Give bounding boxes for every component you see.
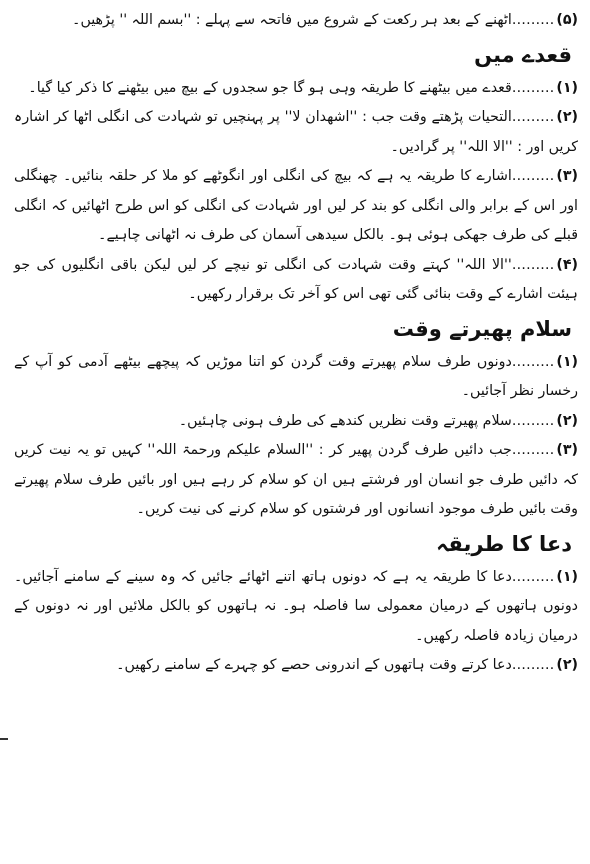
item-text: ………جب دائیں طرف گردن پھیر کر : ''السلام علیکم ورحمۃ اللہ'' کہیں تو یہ نیت کریں کہ دائیں طرف جو انسان اور فرشتے ہیں ان کو سلام کر رہے ہیں اور بائیں طرف سلام پھیرتے وقت بائیں طرف موجود انسانوں اور فرشتوں کو سلام کرنے کی نیت کریں۔ [14,442,578,517]
item-number: (۳) [556,168,578,184]
item-text: ………التحیات پڑھتے وقت جب : ''اشھدان لا'' پر پہنچیں تو شہادت کی انگلی اٹھا کر اشارہ کریں اور : ''الا اللہ'' پر گرادیں۔ [14,109,578,155]
item-text: ………اشارے کا طریقہ یہ ہے کہ بیچ کی انگلی اور انگوٹھے کو ملا کر حلقہ بنائیں۔ چھنگلی اور اس کے برابر والی انگلی کو بند کر لیں اور شہادت کی انگلی کو اس طرح اٹھائیں کہ انگلی قبلے کی طرف جھکی ہوئی ہو۔ بالکل سیدھی آسمان کی طرف نہ اٹھانی چاہیے۔ [14,168,578,243]
item-number: (۲) [556,657,578,673]
paragraph-item [14,436,578,525]
item-text: ………اٹھنے کے بعد ہر رکعت کے شروع میں فاتحہ سے پہلے : ''بسم اللہ '' پڑھیں۔ [72,12,555,28]
item-number: (۱) [556,568,578,585]
item-number: (۱) [556,353,578,370]
section-heading-dua: دعا کا طریقہ [436,531,572,556]
paragraph-item [14,563,578,652]
section-heading-salam: سلام پھیرتے وقت [392,316,572,341]
item-number: (۳) [556,442,578,458]
paragraph-item [14,74,578,104]
item-text: ………دعا کا طریقہ یہ ہے کہ دونوں ہاتھ اتنے اٹھائے جائیں کہ وہ سینے کے سامنے آجائیں۔ دونوں ہاتھوں کے درمیان معمولی سا فاصلہ ہو۔ نہ ہاتھوں کو بالکل ملائیں اور نہ دونوں کے درمیان زیادہ فاصلہ رکھیں۔ [14,568,578,644]
item-text: ………قعدے میں بیٹھنے کا طریقہ وہی ہو گا جو سجدوں کے بیچ میں بیٹھنے کا ذکر کیا گیا۔ [28,79,555,96]
item-text: ………دعا کرتے وقت ہاتھوں کے اندرونی حصے کو چہرے کے سامنے رکھیں۔ [116,657,555,673]
paragraph-item [14,162,578,251]
item-text: ………''الا اللہ'' کہتے وقت شہادت کی انگلی تو نیچے کر لیں لیکن باقی انگلیوں کی جو ہیئت اشارے کے وقت بنائی گئی تھی اس کو آخر تک برقرار رکھیں۔ [14,256,578,302]
item-number: (۴) [556,256,578,273]
section-heading-qaade: قعدے میں [474,42,572,67]
paragraph-item [14,103,578,162]
paragraph-item [14,251,578,310]
item-number: (۲) [556,412,578,429]
page-edge-mark [0,738,8,740]
paragraph-item [14,407,578,437]
item-number: (۲) [556,109,578,125]
paragraph-item [14,348,578,407]
item-text: ………سلام پھیرتے وقت نظریں کندھے کی طرف ہونی چاہئیں۔ [178,412,555,429]
paragraph-item-5 [14,6,578,36]
item-number: (۵) [556,12,578,28]
paragraph-item [14,651,578,681]
item-number: (۱) [556,79,578,96]
item-text: ………دونوں طرف سلام پھیرتے وقت گردن کو اتنا موڑیں کہ پیچھے بیٹھے آدمی کو آپ کے رخسار نظر آجائیں۔ [14,353,578,399]
